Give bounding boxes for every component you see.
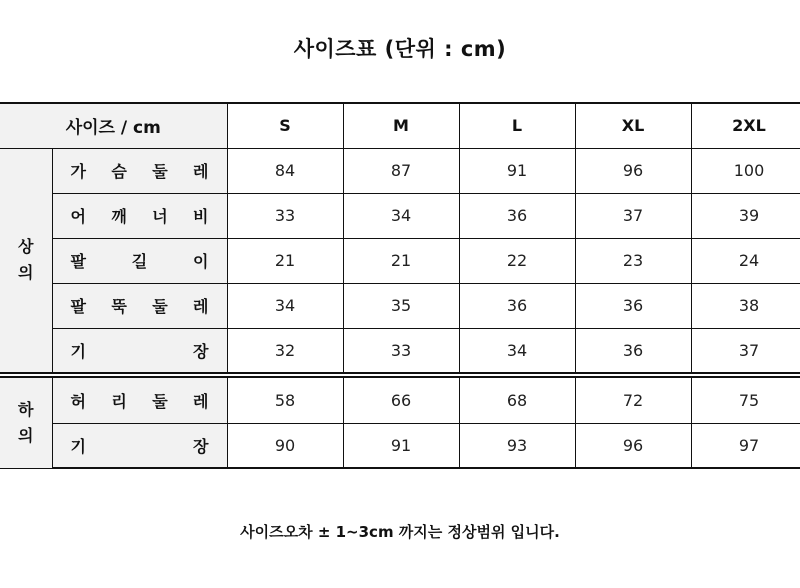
value-cell: 96 — [575, 423, 691, 468]
value-cell: 24 — [691, 238, 800, 283]
table-row — [0, 148, 800, 193]
value-cell: 91 — [343, 423, 459, 468]
value-cell: 36 — [459, 193, 575, 238]
group-label-top — [0, 148, 52, 373]
table-row — [0, 238, 800, 283]
value-cell: 66 — [343, 377, 459, 423]
table-row — [0, 283, 800, 328]
group-label-bottom — [0, 377, 52, 468]
value-cell: 96 — [575, 148, 691, 193]
row-label: 팔 길 이 — [52, 238, 227, 283]
page-title: 사이즈표 (단위 : cm) — [293, 37, 507, 61]
value-cell: 93 — [459, 423, 575, 468]
header-corner: 사이즈 / cm — [0, 103, 227, 148]
table-row — [0, 328, 800, 373]
value-cell: 84 — [227, 148, 343, 193]
value-cell: 97 — [691, 423, 800, 468]
tolerance-note: 사이즈오차 ± 1~3cm 까지는 정상범위 입니다. — [240, 523, 560, 541]
value-cell: 32 — [227, 328, 343, 373]
value-cell: 100 — [691, 148, 800, 193]
value-cell: 34 — [459, 328, 575, 373]
header-row — [0, 103, 800, 148]
size-header-xl: XL — [575, 103, 691, 148]
value-cell: 36 — [459, 283, 575, 328]
value-cell: 91 — [459, 148, 575, 193]
size-header-l: L — [459, 103, 575, 148]
value-cell: 87 — [343, 148, 459, 193]
row-label: 허 리 둘 레 — [52, 377, 227, 423]
value-cell: 35 — [343, 283, 459, 328]
value-cell: 34 — [227, 283, 343, 328]
value-cell: 34 — [343, 193, 459, 238]
value-cell: 36 — [575, 328, 691, 373]
value-cell: 22 — [459, 238, 575, 283]
value-cell: 75 — [691, 377, 800, 423]
size-header-m: M — [343, 103, 459, 148]
group-char: 하 — [18, 399, 34, 419]
group-char: 상 — [18, 237, 34, 257]
value-cell: 68 — [459, 377, 575, 423]
value-cell: 38 — [691, 283, 800, 328]
row-label: 팔 뚝 둘 레 — [52, 283, 227, 328]
group-char: 의 — [18, 425, 34, 445]
row-label: 어 깨 너 비 — [52, 193, 227, 238]
row-label: 기 장 — [52, 423, 227, 468]
value-cell: 33 — [227, 193, 343, 238]
size-header-2xl: 2XL — [691, 103, 800, 148]
row-label: 기 장 — [52, 328, 227, 373]
row-label: 가 슴 둘 레 — [52, 148, 227, 193]
table-row — [0, 377, 800, 423]
value-cell: 90 — [227, 423, 343, 468]
value-cell: 21 — [343, 238, 459, 283]
size-header-s: S — [227, 103, 343, 148]
value-cell: 58 — [227, 377, 343, 423]
value-cell: 23 — [575, 238, 691, 283]
value-cell: 33 — [343, 328, 459, 373]
top-size-table — [0, 102, 800, 374]
value-cell: 21 — [227, 238, 343, 283]
value-cell: 37 — [575, 193, 691, 238]
value-cell: 39 — [691, 193, 800, 238]
value-cell: 36 — [575, 283, 691, 328]
value-cell: 37 — [691, 328, 800, 373]
table-row — [0, 423, 800, 468]
table-row — [0, 193, 800, 238]
bottom-size-table — [0, 376, 800, 469]
group-char: 의 — [18, 263, 34, 283]
value-cell: 72 — [575, 377, 691, 423]
